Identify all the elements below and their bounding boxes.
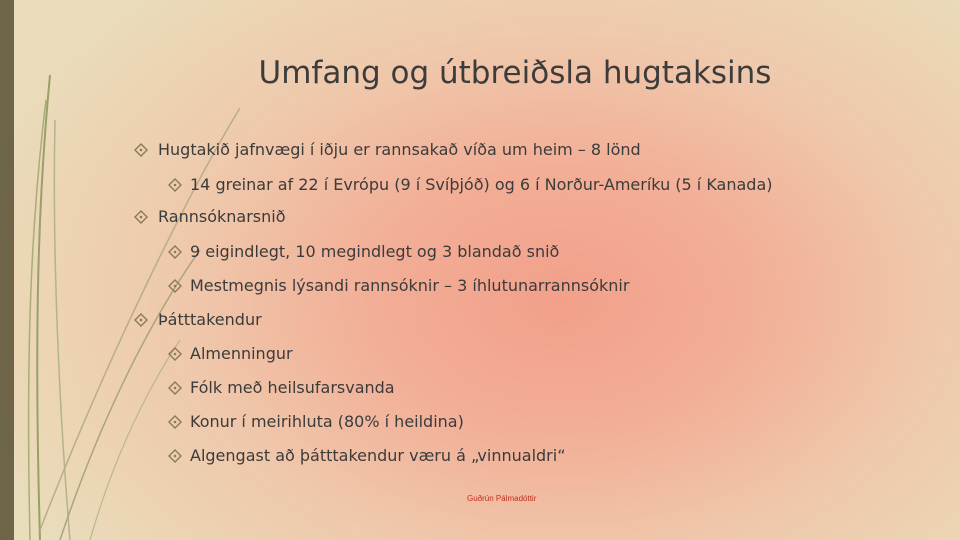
sub-bullet-item (168, 276, 629, 296)
slide-title: Umfang og útbreiðsla hugtaksins (258, 55, 772, 91)
diamond-bullet-icon (168, 178, 182, 192)
bullet-text: Mestmegnis lýsandi rannsóknir – 3 íhlutunarrannsóknir (190, 276, 630, 295)
diamond-bullet-icon (134, 210, 148, 224)
sub-bullet-item (168, 344, 293, 364)
diamond-bullet-icon (168, 381, 182, 395)
diamond-bullet-icon (168, 449, 182, 463)
diamond-bullet-icon (134, 313, 148, 327)
bullet-text: Hugtakið jafnvægi í iðju er rannsakað víða um heim – 8 lönd (158, 140, 641, 159)
bullet-text: Almenningur (190, 344, 293, 363)
bullet-text: 9 eigindlegt, 10 megindlegt og 3 blandað snið (190, 242, 560, 261)
diamond-bullet-icon (134, 143, 148, 157)
diamond-bullet-icon (168, 415, 182, 429)
bullet-item (134, 140, 641, 160)
bullet-text: Algengast að þátttakendur væru á „vinnualdri“ (190, 446, 566, 465)
sub-bullet-item (168, 446, 565, 466)
bullet-text: Fólk með heilsufarsvanda (190, 378, 395, 397)
diamond-bullet-icon (168, 347, 182, 361)
bullet-text: 14 greinar af 22 í Evrópu (9 í Svíþjóð) og 6 í Norður-Ameríku (5 í Kanada) (190, 175, 773, 194)
footer-author: Guðrún Pálmadóttir (467, 494, 537, 503)
diamond-bullet-icon (168, 245, 182, 259)
bullet-text: Þátttakendur (158, 310, 262, 329)
sub-bullet-item (168, 242, 559, 262)
sub-bullet-item (168, 378, 395, 398)
diamond-bullet-icon (168, 279, 182, 293)
bullet-item (134, 207, 285, 227)
sub-bullet-item (168, 175, 773, 195)
bullet-text: Konur í meirihluta (80% í heildina) (190, 412, 464, 431)
sub-bullet-item (168, 412, 464, 432)
bullet-item (134, 310, 262, 330)
bullet-text: Rannsóknarsnið (158, 207, 286, 226)
